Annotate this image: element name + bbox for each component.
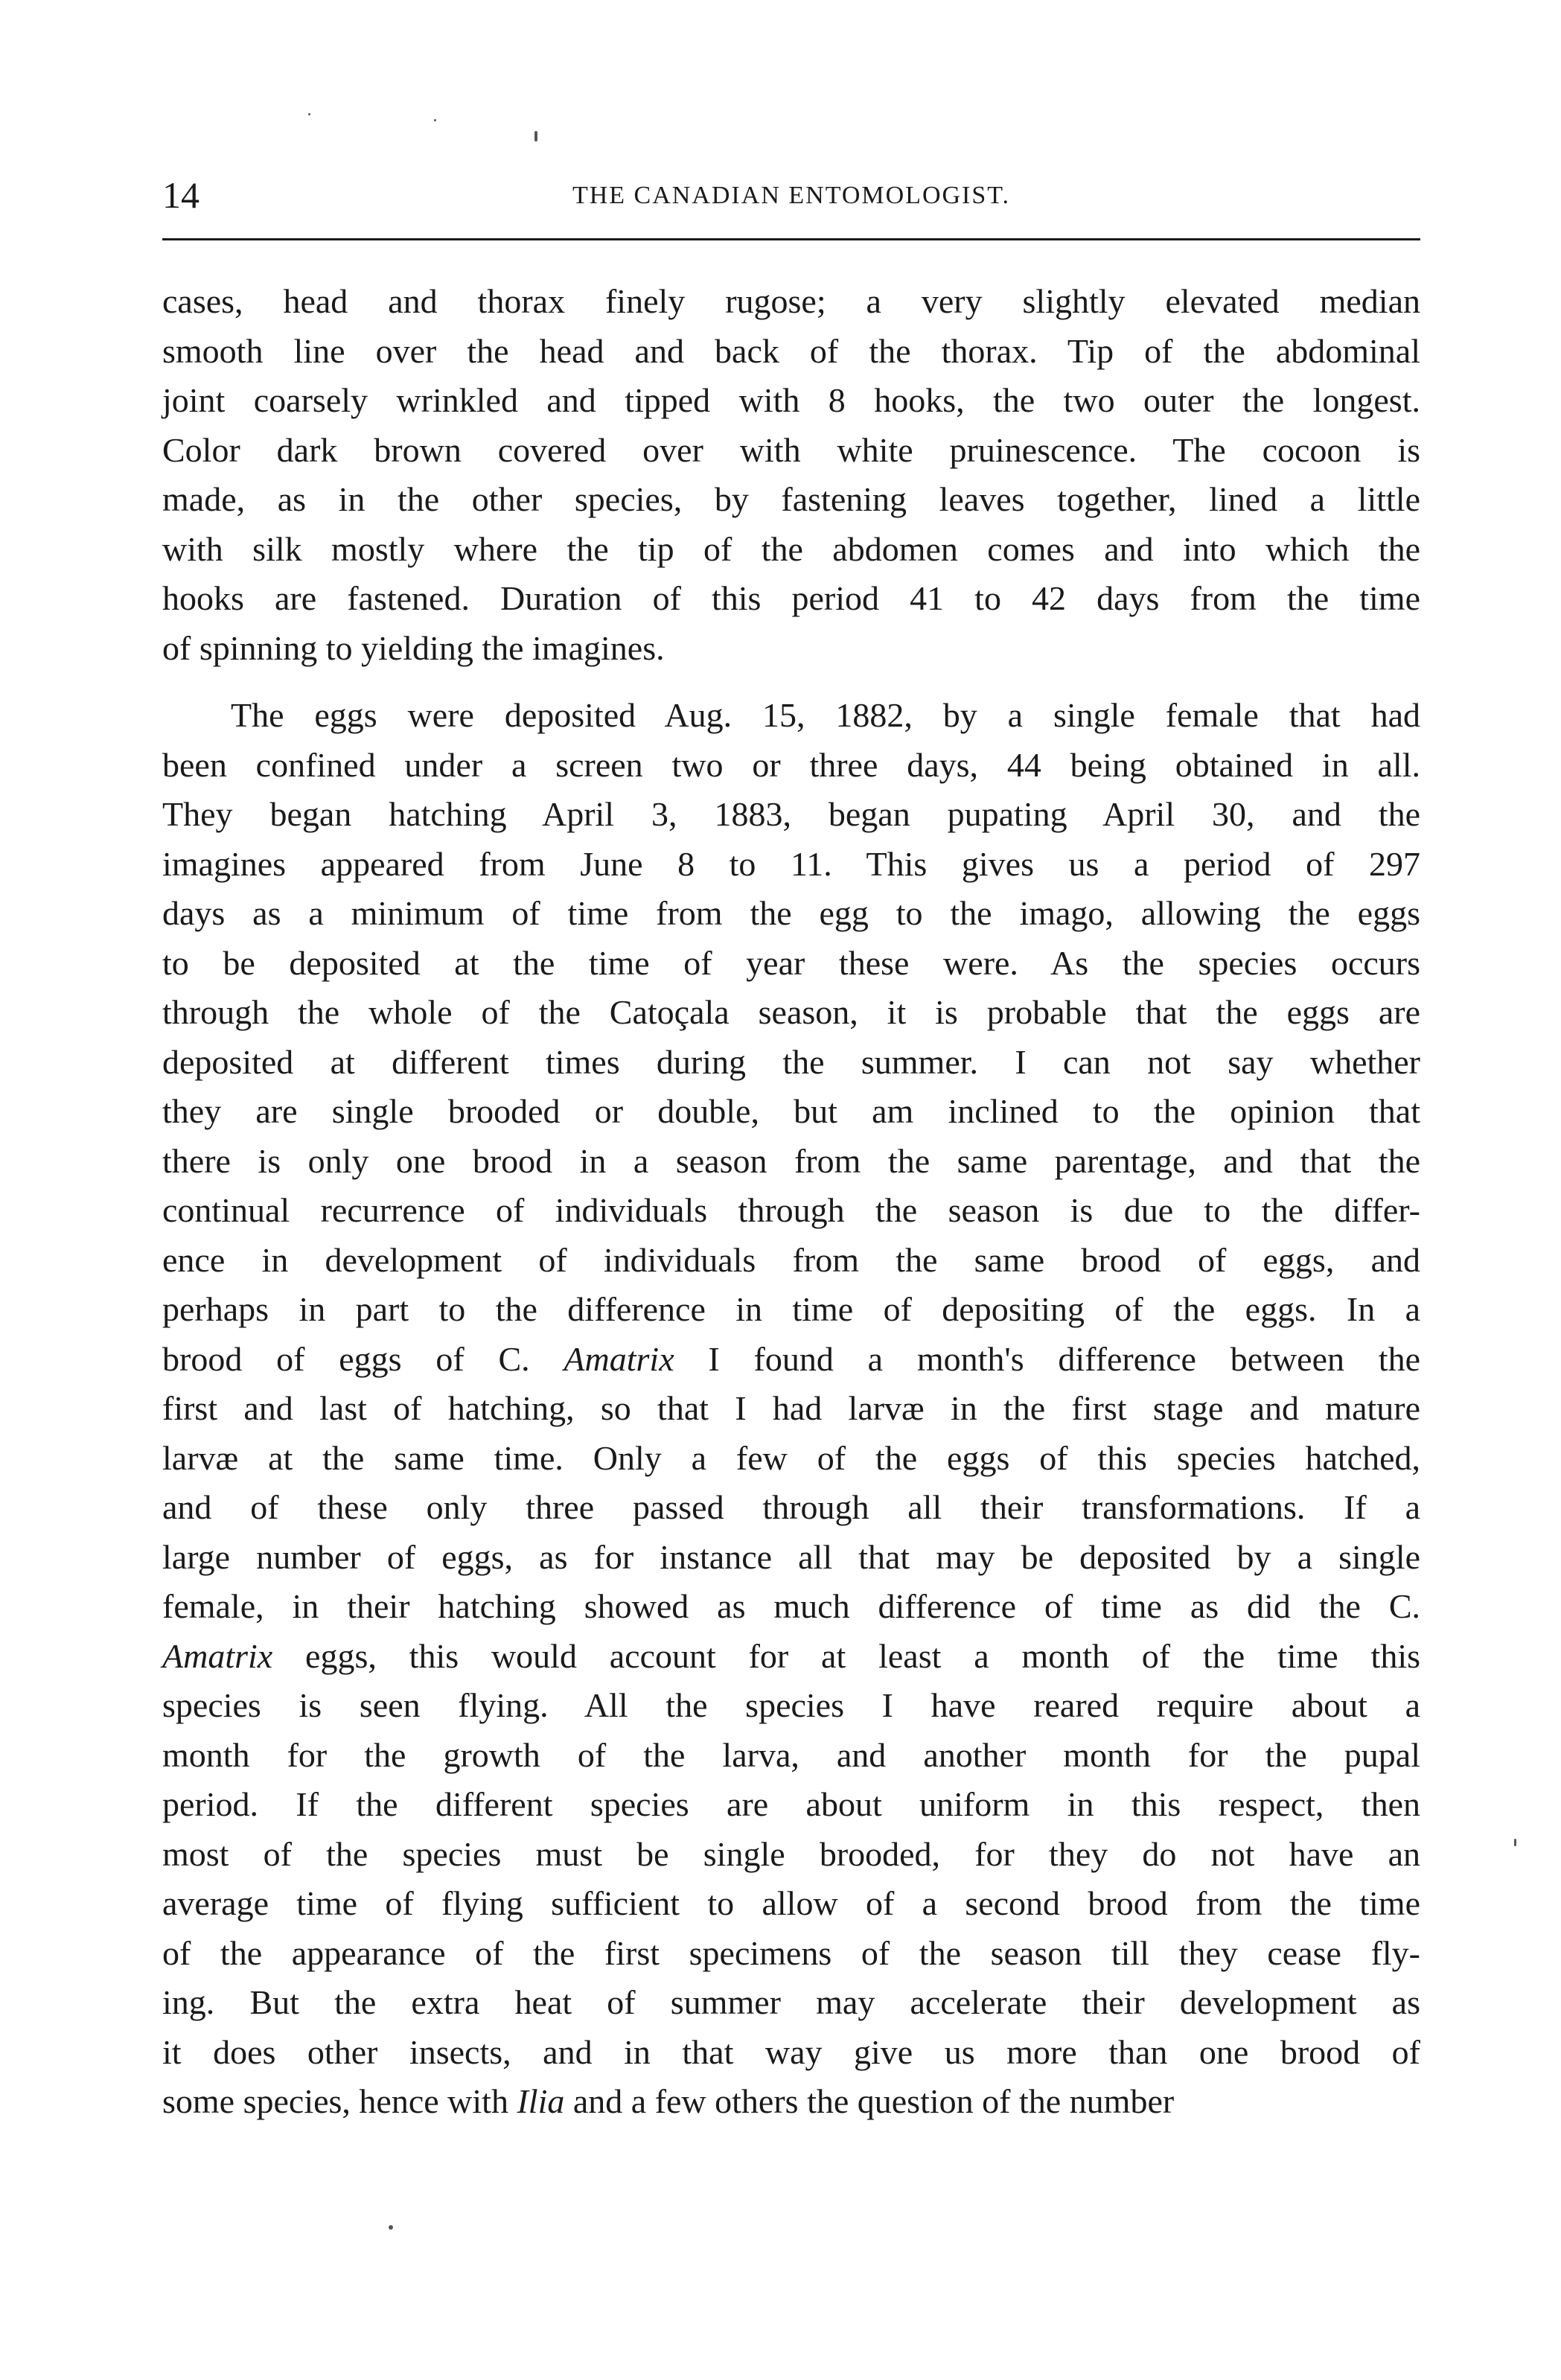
text-line: continual recurrence of individuals through the season is due to the differ- [162, 1191, 1420, 1229]
text-line: The eggs were deposited Aug. 15, 1882, by a single female that had [231, 696, 1420, 734]
text-line: average time of flying sufficient to allow of a second brood from the time [162, 1884, 1420, 1922]
text-line: through the whole of the Catoçala season, it is probable that the eggs are [162, 993, 1420, 1031]
text-line: ing. But the extra heat of summer may accelerate their development as [162, 1983, 1420, 2021]
text-line: smooth line over the head and back of the thorax. Tip of the abdominal [162, 331, 1420, 370]
paragraph [162, 691, 1420, 2127]
scan-speck [1514, 1839, 1516, 1846]
scan-speck [534, 131, 537, 141]
text-line: hooks are fastened. Duration of this period 41 to 42 days from the time [162, 579, 1420, 617]
text-line: there is only one brood in a season from the same parentage, and that the [162, 1141, 1420, 1180]
species-name: Ilia [517, 2082, 565, 2120]
text-line: Color dark brown covered over with white pruinescence. The cocoon is [162, 430, 1420, 469]
scan-speck [389, 2225, 393, 2230]
paragraph [162, 277, 1420, 673]
text-line: large number of eggs, as for instance all that may be deposited by a single [162, 1537, 1420, 1576]
text-line: female, in their hatching showed as much difference of time as did the C. [162, 1587, 1420, 1625]
page-header [162, 173, 1420, 217]
text-line: some species, hence with Ilia and a few others the question of the number [162, 2082, 1175, 2120]
text-line: and of these only three passed through all their transformations. If a [162, 1488, 1420, 1526]
text-line: perhaps in part to the difference in time of depositing of the eggs. In a [162, 1290, 1420, 1328]
paragraph-gap [162, 673, 1420, 691]
text-line: they are single brooded or double, but am inclined to the opinion that [162, 1092, 1420, 1130]
text-line: Amatrix eggs, this would account for at least a month of the time this [162, 1636, 1420, 1675]
book-page [162, 0, 1420, 2380]
text-line: month for the growth of the larva, and another month for the pupal [162, 1735, 1420, 1774]
text-line: most of the species must be single brooded, for they do not have an [162, 1834, 1420, 1873]
text-line: to be deposited at the time of year these were. As the species occurs [162, 943, 1420, 982]
header-rule [162, 238, 1420, 240]
species-name: Amatrix [564, 1339, 674, 1378]
text-line: been confined under a screen two or three days, 44 being obtained in all. [162, 745, 1420, 784]
text-line: of spinning to yielding the imagines. [162, 628, 665, 667]
text-line: of the appearance of the first specimens of the season till they cease fly- [162, 1933, 1420, 1972]
page-number: 14 [162, 174, 199, 216]
species-name: Amatrix [162, 1636, 273, 1675]
scan-speck [434, 119, 436, 121]
text-line: cases, head and thorax finely rugose; a very slightly elevated median [162, 282, 1420, 320]
text-line: first and last of hatching, so that I had larvæ in the first stage and mature [162, 1389, 1420, 1427]
paragraph-container [162, 277, 1420, 2127]
text-line: imagines appeared from June 8 to 11. This gives us a period of 297 [162, 844, 1420, 883]
text-line: brood of eggs of C. Amatrix I found a month's difference between the [162, 1339, 1420, 1378]
scan-speck [308, 113, 310, 115]
text-line: period. If the different species are about uniform in this respect, then [162, 1785, 1420, 1823]
text-line: joint coarsely wrinkled and tipped with 8 hooks, the two outer the longest. [162, 381, 1420, 419]
text-line: made, as in the other species, by fastening leaves together, lined a little [162, 480, 1420, 518]
text-line: larvæ at the same time. Only a few of the eggs of this species hatched, [162, 1438, 1420, 1477]
text-line: deposited at different times during the summer. I can not say whether [162, 1042, 1420, 1081]
text-line: species is seen flying. All the species I have reared require about a [162, 1686, 1420, 1724]
text-line: days as a minimum of time from the egg to the imago, allowing the eggs [162, 894, 1420, 932]
text-line: They began hatching April 3, 1883, began pupating April 30, and the [162, 795, 1420, 833]
text-line: it does other insects, and in that way give us more than one brood of [162, 2032, 1420, 2071]
text-line: ence in development of individuals from the same brood of eggs, and [162, 1240, 1420, 1279]
text-line: with silk mostly where the tip of the abdomen comes and into which the [162, 529, 1420, 568]
body-text [162, 277, 1420, 2127]
running-head: THE CANADIAN ENTOMOLOGIST. [572, 182, 1011, 209]
